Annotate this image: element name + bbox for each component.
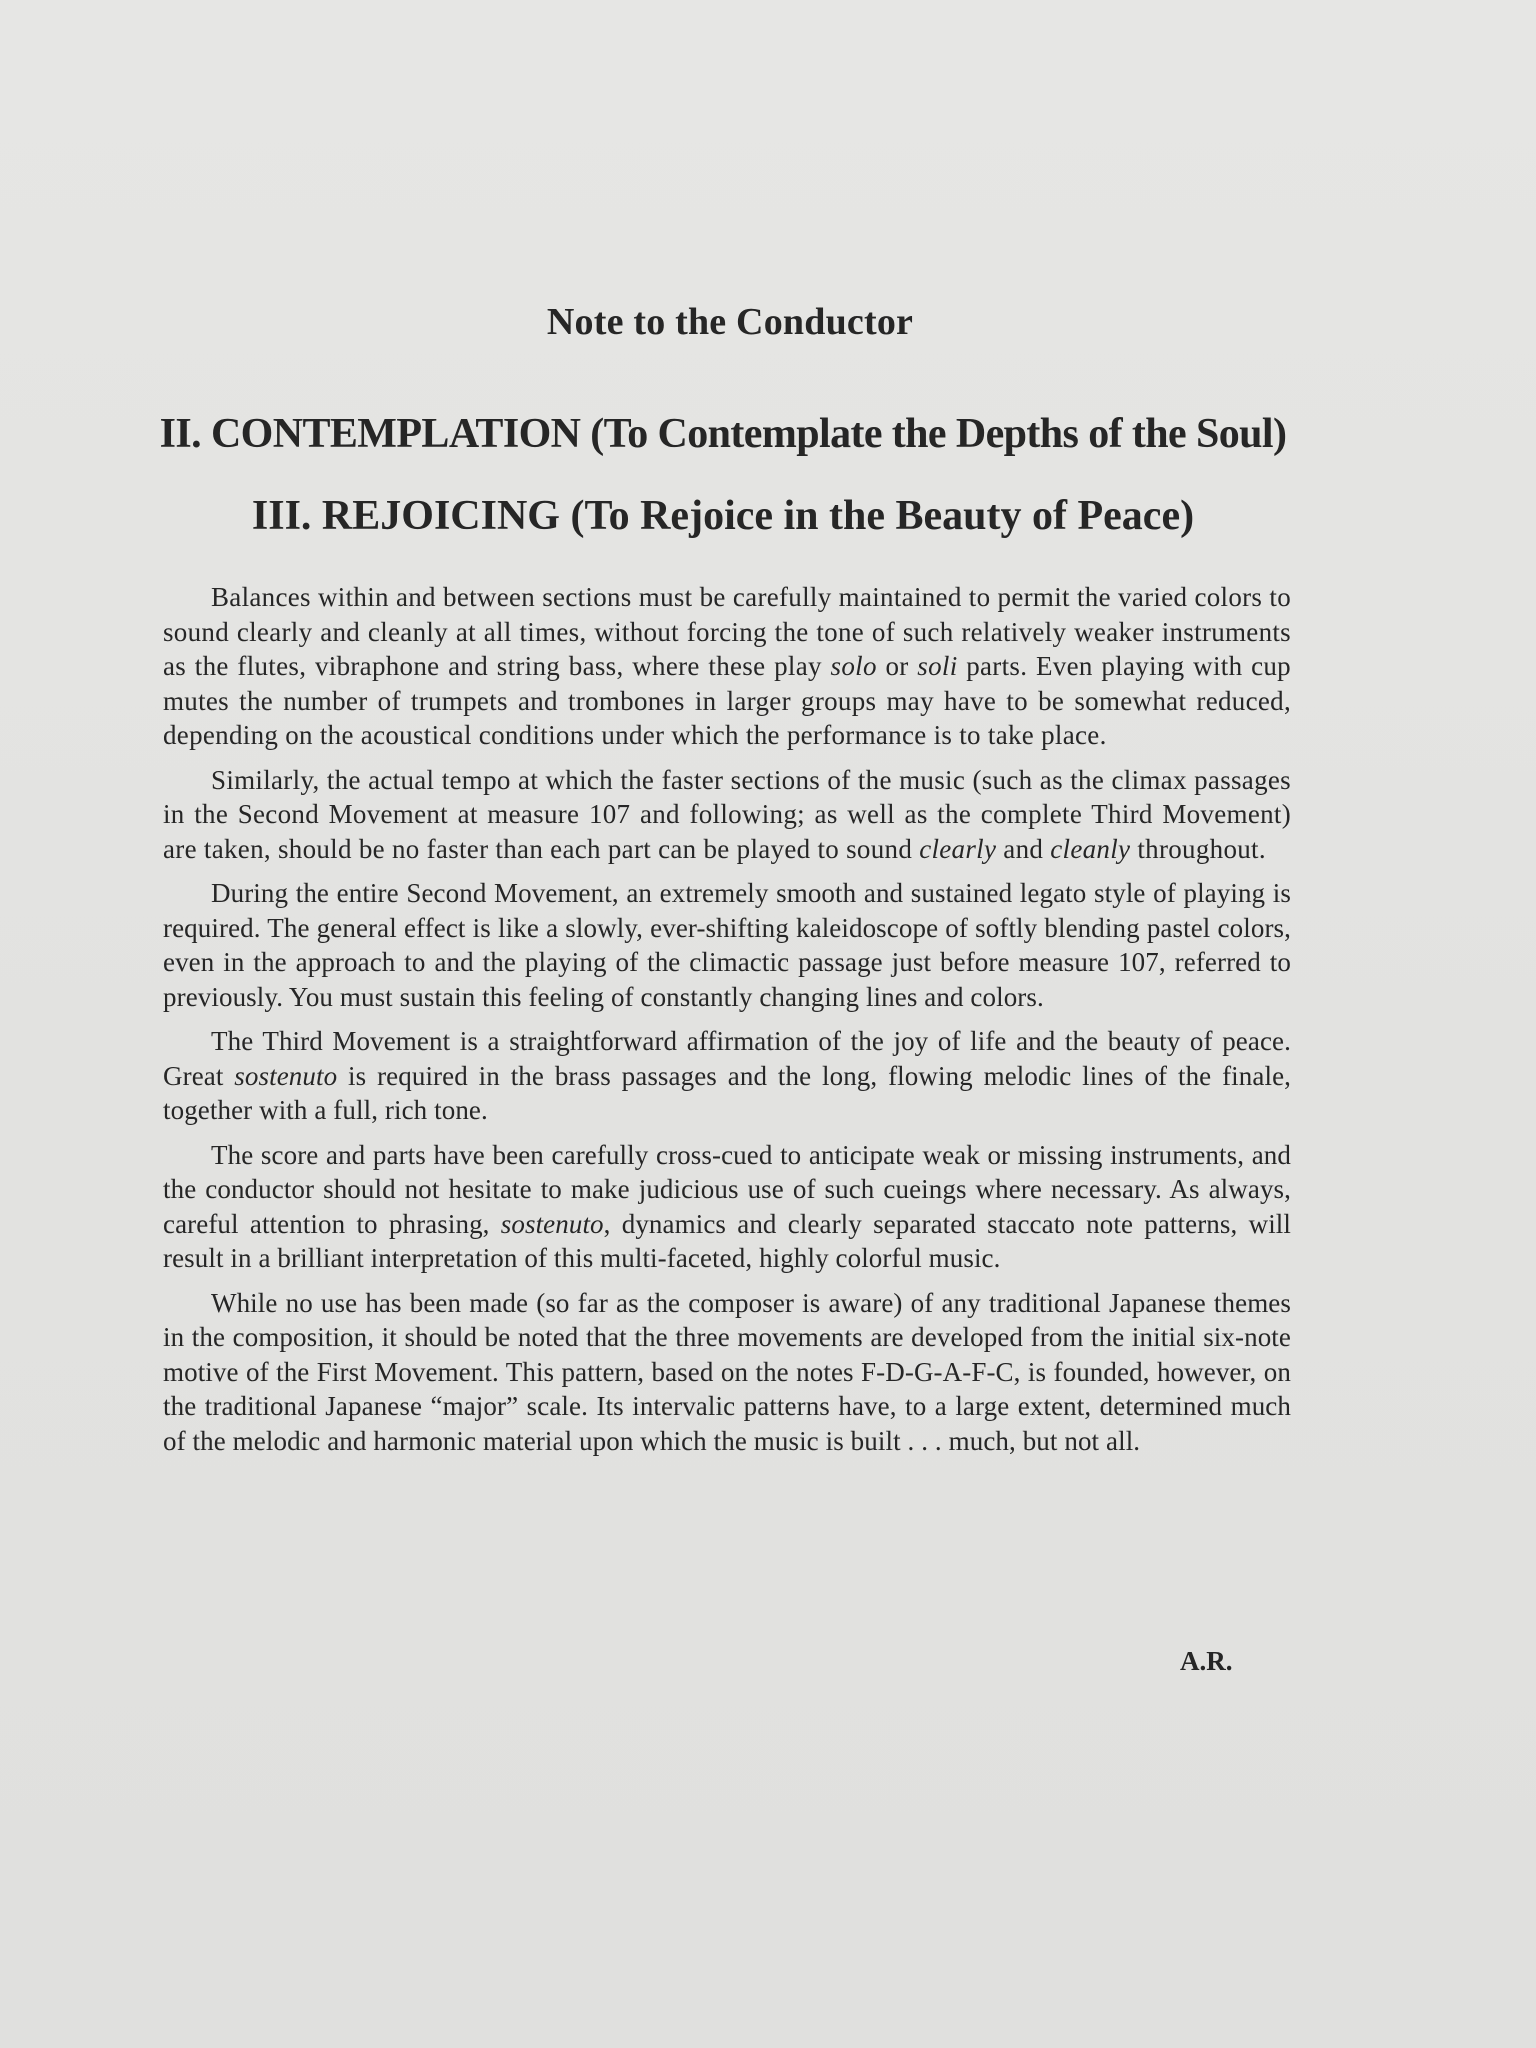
author-initials: A.R. — [1180, 1646, 1233, 1676]
paragraph-japanese-themes: While no use has been made (so far as the composer is aware) of any traditional Japanese themes in the composition, it should be noted that the three movements are developed from the initial six-note motive of the First Movement. This pattern, based on the notes F-D-G-A-F-C, is founded, however, on the traditional Japanese “major” scale. Its intervalic patterns have, to a large extent, determined much of the melodic and harmonic material upon which the music is built . . . much, but not all. — [163, 1287, 1291, 1456]
paragraph-third-movement: The Third Movement is a straightforward affirmation of the joy of life and the beauty of peace. Great sostenuto is required in the brass passages and the long, flowing melodic lines of the finale, together with a full, rich tone. — [163, 1026, 1291, 1125]
note-body — [163, 580, 1291, 1468]
paragraph-second-movement: During the entire Second Movement, an extremely smooth and sustained legato style of playing is required. The general effect is like a slowly, ever-shifting kaleidoscope of softly blending pastel colors, even in the approach to and the playing of the climactic passage just before measure 107, referred to previously. You must sustain this feeling of constantly changing lines and colors. — [163, 878, 1291, 1012]
movement-three-heading: III. REJOICING (To Rejoice in the Beauty of Peace) — [251, 493, 1195, 539]
paragraph-cross-cued: The score and parts have been carefully cross-cued to anticipate weak or missing instruments, and the conductor should not hesitate to make judicious use of such cueings where necessary. As always, careful attention to phrasing, sostenuto, dynamics and clearly separated staccato note patterns, will result in a brilliant interpretation of this multi-faceted, highly colorful music. — [163, 1139, 1291, 1273]
page-title: Note to the Conductor — [546, 301, 914, 343]
paragraph-balances: Balances within and between sections must be carefully maintained to permit the varied colors to sound clearly and cleanly at all times, without forcing the tone of such relatively weaker instruments as the flutes, vibraphone and string bass, where these play solo or soli parts. Even playing with cup mutes the number of trumpets and trombones in larger groups may have to be somewhat reduced, depending on the acoustical conditions under which the performance is to take place. — [163, 582, 1291, 750]
paragraph-tempo: Similarly, the actual tempo at which the faster sections of the music (such as the climax passages in the Second Movement at measure 107 and following; as well as the complete Third Movement) are taken, should be no faster than each part can be played to sound clearly and cleanly throughout. — [163, 764, 1291, 864]
movement-two-heading: II. CONTEMPLATION (To Contemplate the Depths of the Soul) — [159, 411, 1287, 457]
